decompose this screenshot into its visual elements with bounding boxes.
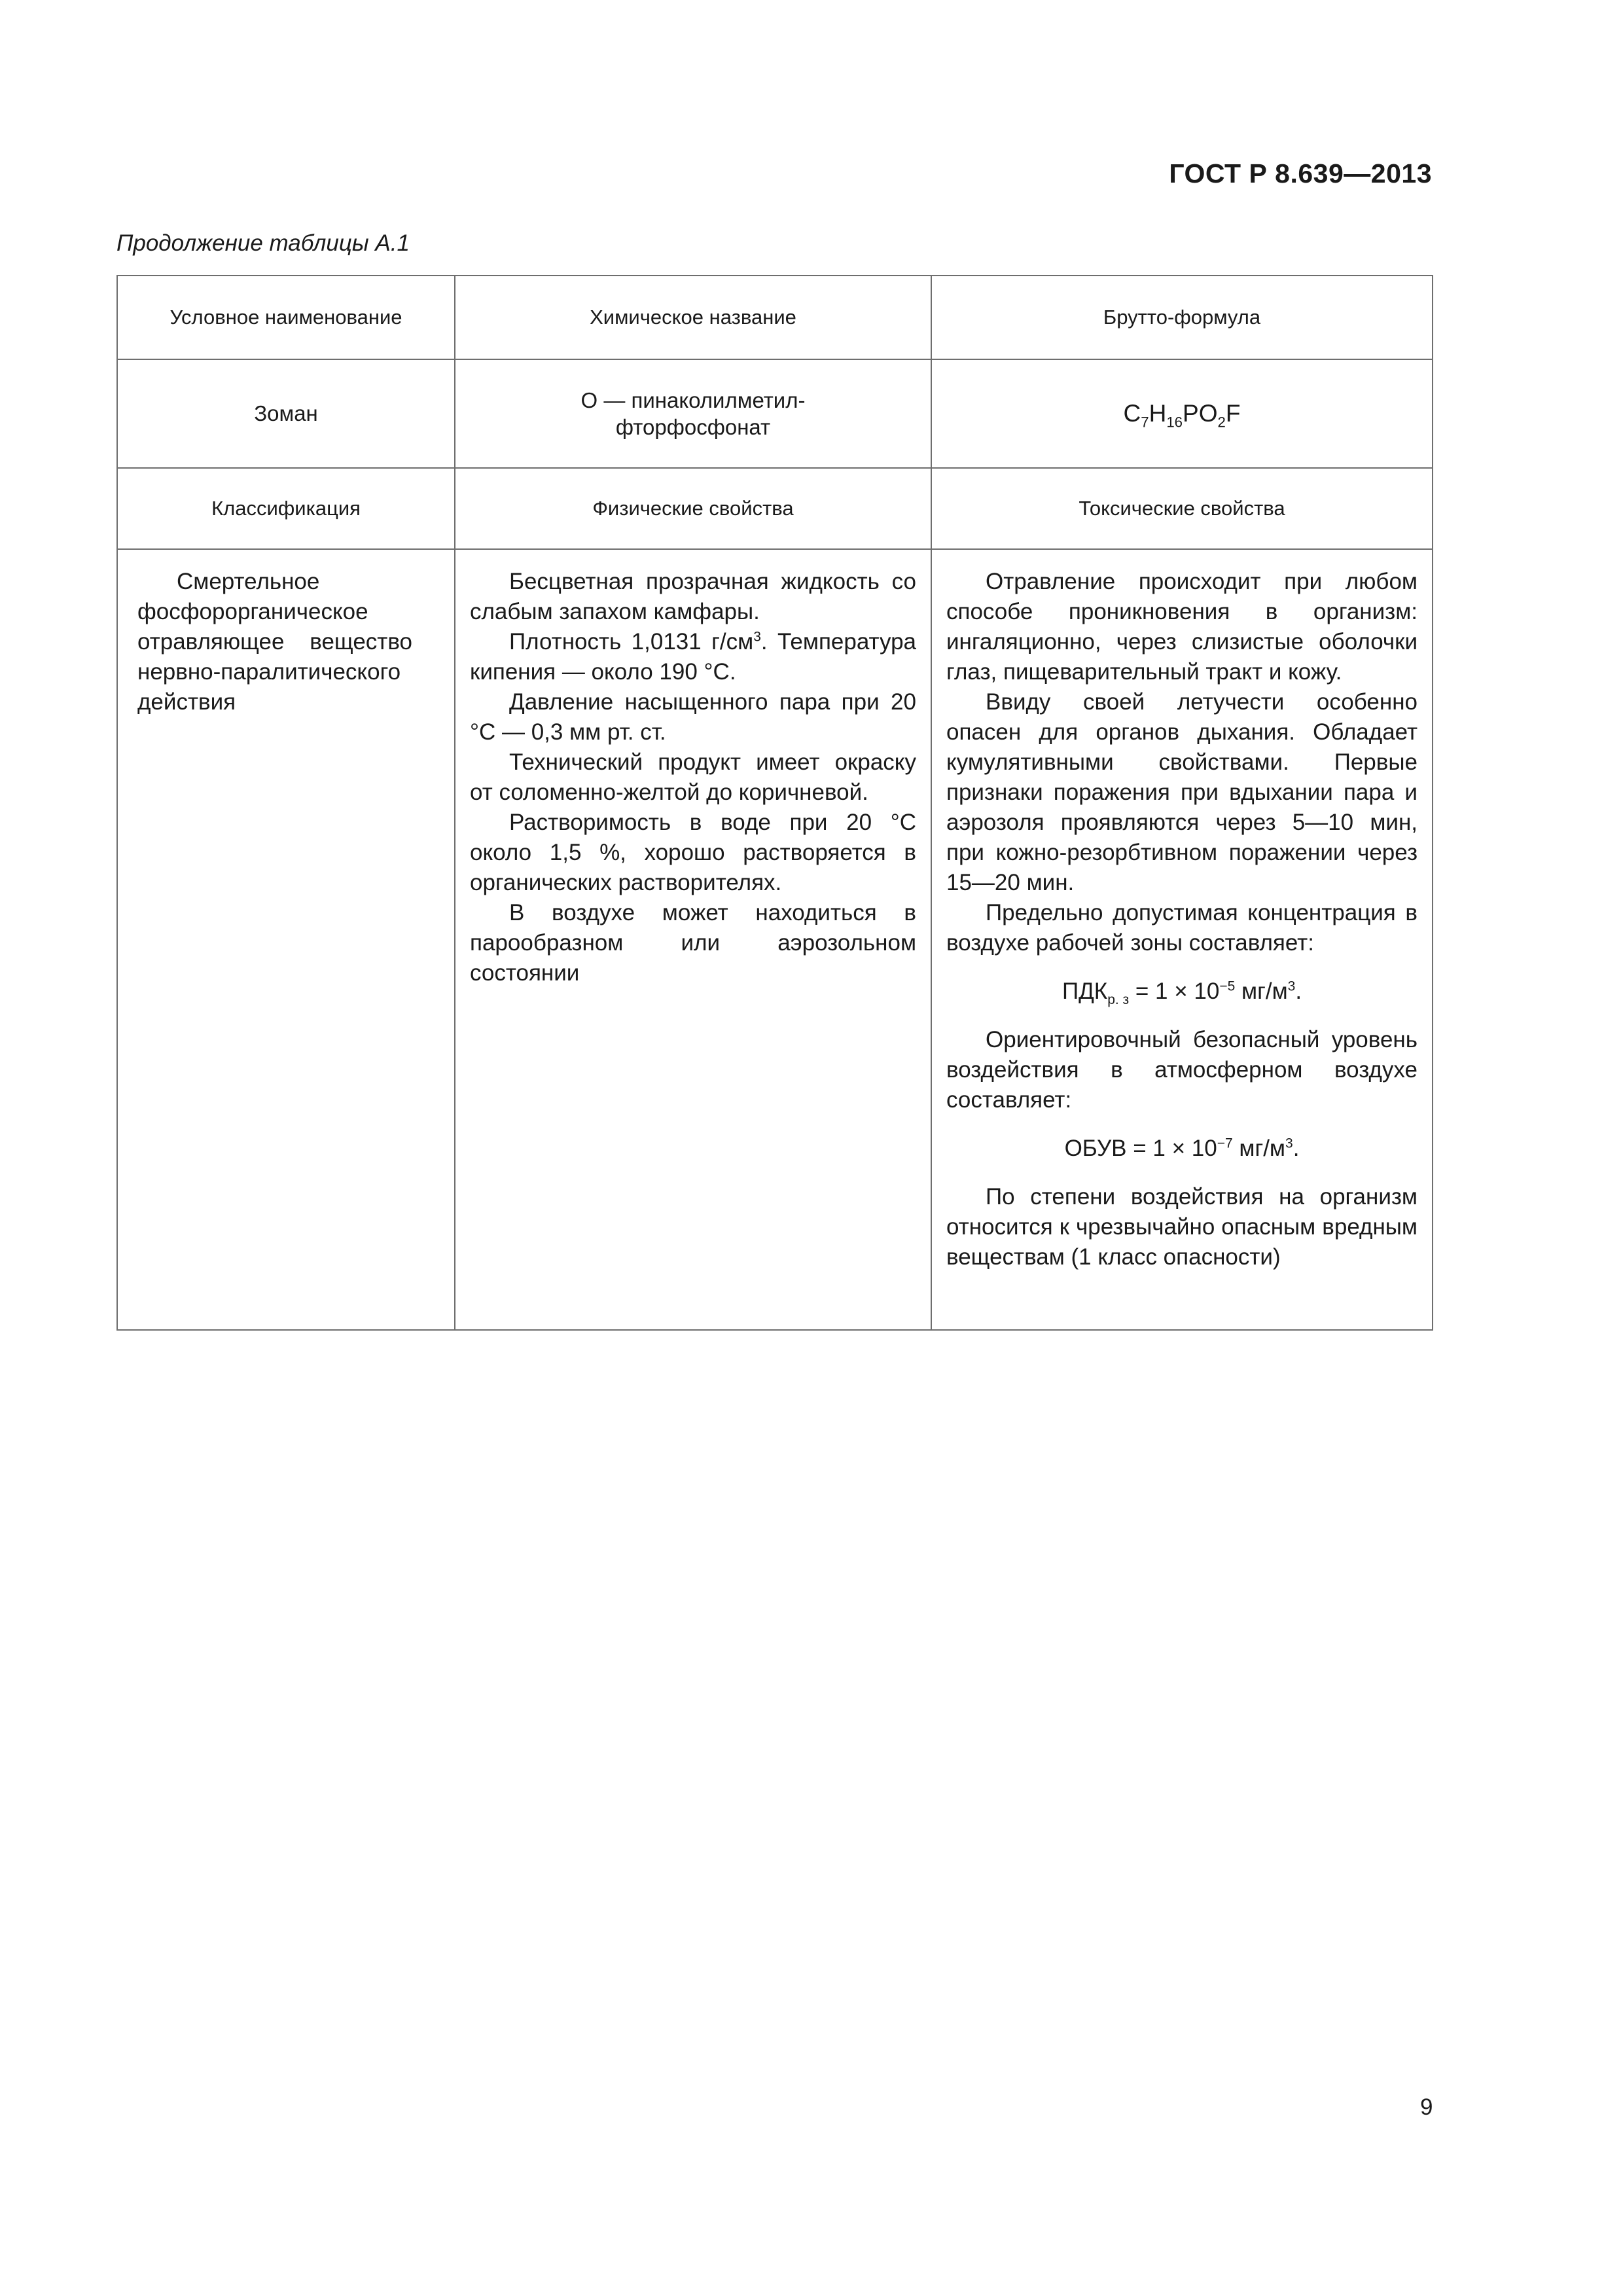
toxic-paragraph-2: Ввиду своей летучести особенно опасен для органов дыхания. Обладает кумулятивными свойствами. Первые признаки поражения при вдыхании пара и аэрозоля проявляются через 5—10 мин, при кожно-резорбтивном поражении через 15—20 мин. <box>946 689 1418 895</box>
formula-po: PO <box>1183 399 1218 427</box>
density-text: Плотность 1,0131 г/см <box>509 629 754 655</box>
pdk-formula <box>946 977 1418 1007</box>
physical-paragraph-5: Растворимость в воде при 20 °С около 1,5 %, хорошо растворяется в органических растворителях. <box>470 810 916 895</box>
physical-paragraph-6: В воздухе может находиться в парообразном или аэрозольном состоянии <box>470 900 916 986</box>
cell-substance-name: Зоман <box>117 359 455 468</box>
formula-h: H <box>1149 399 1167 427</box>
cell-physical-properties <box>455 549 931 1330</box>
obuv-end: . <box>1293 1136 1300 1161</box>
header-cell-name: Условное наименование <box>117 276 455 359</box>
table-subheader-row <box>117 468 1433 549</box>
pdk-unit-exponent: 3 <box>1287 978 1296 994</box>
physical-paragraph-3: Давление насыщенного пара при 20 °С — 0,3 мм рт. ст. <box>470 689 916 745</box>
header-cell-gross-formula: Брутто-формула <box>931 276 1433 359</box>
cell-chemical-name <box>455 359 931 468</box>
formula-c-count: 7 <box>1141 414 1149 431</box>
boiling-text: . Температура кипения — около 190 °С. <box>470 629 916 685</box>
table-row-properties <box>117 549 1433 1330</box>
formula-c: C <box>1123 399 1141 427</box>
classification-text: Смертельное фосфорорганическое отравляющее вещество нервно-паралитического действия <box>137 569 412 715</box>
substance-table <box>116 275 1433 1331</box>
chemical-name-line2: фторфосфонат <box>615 415 771 439</box>
header-cell-physical-properties: Физические свойства <box>455 468 931 549</box>
physical-paragraph-4: Технический продукт имеет окраску от соломенно-желтой до коричневой. <box>470 749 916 805</box>
obuv-unit: мг/м <box>1232 1136 1285 1161</box>
standard-designation: ГОСТ Р 8.639—2013 <box>1169 158 1432 188</box>
formula-f: F <box>1225 399 1241 427</box>
chemical-name-line1: О — пинаколилметил- <box>580 387 806 412</box>
page-number: 9 <box>1420 2094 1433 2120</box>
pdk-subscript: р. з <box>1107 992 1130 1007</box>
obuv-label: ОБУВ <box>1064 1136 1127 1161</box>
toxic-paragraph-5: По степени воздействия на организм относится к чрезвычайно опасным вредным веществам (1 класс опасности) <box>946 1184 1418 1270</box>
cell-toxic-properties <box>931 549 1433 1330</box>
obuv-unit-exponent: 3 <box>1285 1136 1293 1151</box>
obuv-formula <box>946 1134 1418 1164</box>
obuv-exponent: −7 <box>1217 1136 1233 1151</box>
header-cell-toxic-properties: Токсические свойства <box>931 468 1433 549</box>
toxic-paragraph-3: Предельно допустимая концентрация в воздухе рабочей зоны составляет: <box>946 900 1418 956</box>
pdk-exponent: −5 <box>1219 978 1236 994</box>
pdk-unit: мг/м <box>1235 978 1288 1004</box>
table-row-zoman <box>117 359 1433 468</box>
pdk-label: ПДК <box>1061 978 1108 1004</box>
toxic-paragraph-1: Отравление происходит при любом способе проникновения в организм: ингаляционно, через слизистые оболочки глаз, пищеварительный тракт и кожу. <box>946 569 1418 685</box>
obuv-value: = 1 × 10 <box>1126 1136 1217 1161</box>
cell-classification <box>117 549 455 1330</box>
formula-h-count: 16 <box>1166 414 1183 431</box>
table-header-row <box>117 276 1433 359</box>
cell-gross-formula <box>931 359 1433 468</box>
header-cell-chemical-name: Химическое название <box>455 276 931 359</box>
toxic-paragraph-4: Ориентировочный безопасный уровень воздействия в атмосферном воздухе составляет: <box>946 1027 1418 1113</box>
physical-paragraph-2 <box>470 627 916 687</box>
table-caption: Продолжение таблицы А.1 <box>116 230 410 256</box>
header-cell-classification: Классификация <box>117 468 455 549</box>
formula-o-count: 2 <box>1217 414 1226 431</box>
density-exponent: 3 <box>753 629 761 645</box>
physical-paragraph-1: Бесцветная прозрачная жидкость со слабым запахом камфары. <box>470 569 916 624</box>
pdk-end: . <box>1295 978 1302 1004</box>
pdk-value: = 1 × 10 <box>1129 978 1220 1004</box>
